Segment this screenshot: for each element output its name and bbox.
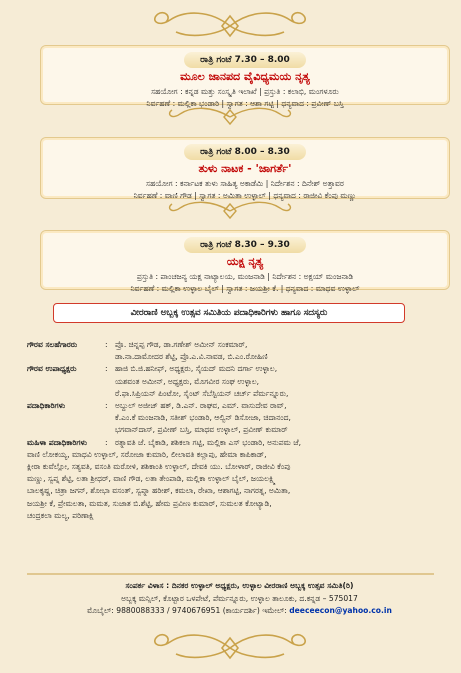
names-line: ಕೆ.ಎಂ.ಕೆ ಮಂಜನಾಡಿ, ಸತೀಶ್ ಭಂಡಾರಿ, ಆಲ್ವಿನ್ ಡಿಸೋಜಾ, ಚಿದಾನಂದ,	[115, 413, 291, 423]
names-line: ರೆ.ಫಾ.ಸಿಪ್ರಿಯನ್ ಪಿಂಟೋ, ಸೈಂಟ್ ಸೆಬೆಸ್ಟಿಯನ್ ಚರ್ಚ್ ಪೆರ್ಮನ್ನೂರು,	[115, 388, 289, 398]
names-line: ರತ್ನಾವತಿ ಜೆ. ಬೈಕಾಡಿ, ಶಶಿಕಲಾ ಗಟ್ಟಿ, ಮಲ್ಲಿಕಾ ಎಸ್ ಭಂಡಾರಿ, ಅನುಪಮ ಜೆ,	[115, 437, 302, 447]
credits-line: ನಿರ್ವಹಣೆ : ವಾಣಿ ಗೌಡ | ಸ್ವಾಗತ : ಅಮಿತಾ ಉಳ್ಳಾಲ್ | ಧನ್ಯವಾದ : ರಾಜೀವಿ ಕೆಂಪು ಮಣ್ಣು	[133, 191, 357, 200]
event-title: ಮೂಲ ಜಾನಪದ ವೈವಿಧ್ಯಮಯ ನೃತ್ಯ	[180, 70, 310, 83]
contact-address-line: ಸಂಪರ್ಕ ವಿಳಾಸ : ದಿನಕರ ಉಳ್ಳಾಲ್ ಅಧ್ಯಕ್ಷರು, ಉಳ್ಳಾಲ ವೀರರಾಣಿ ಅಬ್ಬಕ್ಕ ಉತ್ಸವ ಸಮಿತಿ(ರಿ)	[125, 581, 354, 590]
event-time: ರಾತ್ರಿ ಗಂಟೆ 8.30 – 9.30	[184, 237, 306, 253]
contact-footer	[27, 580, 452, 618]
credits-line: ನಿರ್ವಹಣೆ : ಮಲ್ಲಿಕಾ ಭಂಡಾರಿ | ಸ್ವಾಗತ : ಆಶಾ ಗಟ್ಟಿ | ಧನ್ಯವಾದ : ಪ್ರವೀಣ್ ಬಸ್ತಿ	[146, 99, 344, 108]
names-line: ಜಯಶ್ರೀ ಕೆ, ಪ್ರೇಮಲತಾ, ಮಮತ, ಸುಜಾತ ಬಿ.ಶೆಟ್ಟಿ, ಹೇಮ ಪ್ರವೀಣ ಕುಮಾರ್, ಸುಮಲತ ಕೋಟ್ಯಾಡಿ,	[27, 498, 272, 508]
member-group: ಮಹಿಳಾ ಪದಾಧಿಕಾರಿಗಳು : ರತ್ನಾವತಿ ಜೆ. ಬೈಕಾಡಿ, ಶಶಿಕಲಾ ಗಟ್ಟಿ, ಮಲ್ಲಿಕಾ ಎಸ್ ಭಂಡಾರಿ, ಅನುಪಮ ಜೆ,	[27, 437, 452, 449]
committee-heading: ವೀರರಾಣಿ ಅಬ್ಬಕ್ಕ ಉತ್ಸವ ಸಮಿತಿಯ ಪದಾಧಿಕಾರಿಗಳು ಹಾಗೂ ಸದಸ್ಯರು	[53, 303, 405, 323]
committee-members	[27, 339, 452, 522]
names-line: ಯಶವಂತ ಅಮೀನ್, ಅಧ್ಯಕ್ಷರು, ಮೊಗವೀರ ಸಂಘ ಉಳ್ಳಾಲ,	[115, 376, 260, 386]
divider-ornament	[0, 198, 461, 224]
footer-divider	[0, 568, 461, 580]
member-group: ಗೌರವ ಉಪಾಧ್ಯಕ್ಷರು : ಹಾಜಿ ಬಿ.ಜಿ.ಹನೀಫ್, ಅಧ್ಯಕ್ಷರು, ಸೈಯದ್ ಮದನಿ ದರ್ಗಾ ಉಳ್ಳಾಲ, ಯಶವಂತ ಅಮೀನ್, ಅಧ್ಯಕ್ಷರು, ಮೊಗವೀರ ಸಂಘ ಉಳ್ಳಾಲ, ರೆ.ಫಾ.ಸಿಪ್ರಿಯನ್ ಪಿಂಟೋ, ಸೈಂಟ್ ಸೆಬೆಸ್ಟಿಯನ್ ಚರ್ಚ್ ಪೆರ್ಮನ್ನೂರು,	[27, 363, 452, 400]
event-credits	[41, 271, 449, 295]
member-group-label: ಮಹಿಳಾ ಪದಾಧಿಕಾರಿಗಳು	[27, 437, 87, 447]
member-group-names	[115, 339, 452, 363]
event-card	[40, 137, 450, 199]
event-card	[40, 45, 450, 108]
member-group-label: ಗೌರವ ಉಪಾಧ್ಯಕ್ಷರು	[27, 364, 77, 374]
contact-email[interactable]: deeceecon@yahoo.co.in	[289, 606, 392, 615]
event-title: ತುಳು ನಾಟಕ - 'ಜಾಗರ್ತೆ'	[198, 162, 292, 175]
names-line: ಹಾಜಿ ಬಿ.ಜಿ.ಹನೀಫ್, ಅಧ್ಯಕ್ಷರು, ಸೈಯದ್ ಮದನಿ ದರ್ಗಾ ಉಳ್ಳಾಲ,	[115, 364, 278, 374]
event-time: ರಾತ್ರಿ ಗಂಟೆ 8.00 – 8.30	[184, 144, 306, 160]
event-card	[40, 230, 450, 293]
member-group-names	[115, 400, 452, 437]
member-group: ಪದಾಧಿಕಾರಿಗಳು : ಅಬ್ದುಲ್ ಅಜೀಜ್ ಹಕ್, ಡಿ.ಎನ್. ರಾಘವ, ಎಮ್. ವಾಸುದೇವ ರಾವ್, ಕೆ.ಎಂ.ಕೆ ಮಂಜನಾಡಿ, ಸತೀಶ್ ಭಂಡಾರಿ, ಆಲ್ವಿನ್ ಡಿಸೋಜಾ, ಚಿದಾನಂದ, ಭಗವಾನ್‌ದಾಸ್, ಪ್ರವೀಣ್ ಬಸ್ತಿ, ಮಾಧವ ಉಳ್ಳಾಲ್, ಪ್ರವೀಣ್ ಕುಮಾರ್	[27, 400, 452, 437]
event-time: ರಾತ್ರಿ ಗಂಟೆ 7.30 – 8.00	[184, 52, 306, 68]
member-group-names	[115, 363, 452, 400]
top-ornament	[0, 6, 461, 46]
names-line: ಬಾಲಕೃಷ್ಣ, ಚಿತ್ರಾ ಜಗನ್, ಶೋಭಾ ವಸಂತ್, ಸ್ವಪ್ನಾ ಹರೀಶ್, ಕಮಲಾ, ರೇಖಾ, ಆಶಾಗಟ್ಟಿ, ನಾಗರತ್ನ, ಅಮಿತಾ,	[27, 486, 291, 496]
names-line: ಡಾ.ನಾ.ದಾಮೋದರ ಶೆಟ್ಟಿ, ಪ್ರೊ.ಎ.ವಿ.ನಾವಡ, ಬಿ.ಎಂ.ರೋಹಿಣಿ	[115, 352, 268, 362]
member-group-names	[115, 437, 452, 449]
names-line: ಪ್ರೊ. ಚಿನ್ನಪ್ಪ ಗೌಡ, ಡಾ.ಗಣೇಶ್ ಅಮೀನ್ ಸಂಕಮಾರ್,	[115, 340, 248, 349]
event-title: ಯಕ್ಷ ನೃತ್ಯ	[226, 255, 264, 268]
credits-line: ಸಹಯೋಗ : ಕರ್ನಾಟಕ ತುಳು ಸಾಹಿತ್ಯ ಅಕಾಡೆಮಿ | ನಿರ್ದೇಶನ : ದಿನೇಶ್ ಅತ್ತಾವರ	[146, 179, 344, 188]
credits-line: ಸಹಯೋಗ : ಕನ್ನಡ ಮತ್ತು ಸಂಸ್ಕೃತಿ ಇಲಾಖೆ | ಪ್ರಸ್ತುತಿ : ಕಲಾಭಿ, ಮಂಗಳೂರು	[151, 87, 339, 96]
names-line: ವಾಣಿ ಲೋಕಯ್ಯ, ಮಾಧವಿ ಉಳ್ಳಾಲ್, ಸರೋಜಾ ಕುಮಾರಿ, ಲೀಲಾವತಿ ಕಲ್ಲಾಪು, ಹೇಮಾ ಕಾಪಿಕಾಡ್,	[27, 449, 267, 459]
divider-ornament	[0, 104, 461, 130]
contact-phone-line	[27, 605, 452, 618]
member-group: ಗೌರವ ಸಲಹೆಗಾರರು : ಪ್ರೊ. ಚಿನ್ನಪ್ಪ ಗೌಡ, ಡಾ.ಗಣೇಶ್ ಅಮೀನ್ ಸಂಕಮಾರ್, ಡಾ.ನಾ.ದಾಮೋದರ ಶೆಟ್ಟಿ, ಪ್ರೊ.ಎ.ವಿ.ನಾವಡ, ಬಿ.ಎಂ.ರೋಹಿಣಿ	[27, 339, 452, 363]
credits-line: ಪ್ರಸ್ತುತಿ : ಪಾಂಚಜನ್ಯ ಯಕ್ಷ ನಾಟ್ಯಾಲಯ, ಮಂಜನಾಡಿ | ನಿರ್ದೇಶನ : ಅಕ್ಷಯ್ ಮಂಜನಾಡಿ	[136, 272, 354, 281]
member-group-label: ಗೌರವ ಸಲಹೆಗಾರರು	[27, 340, 78, 349]
contact-address-line: ಅಬ್ಬಕ್ಕ ಮನ್ಸಿಲ್, ಕೊಟ್ಟಾರ ಒಳಪೇಟೆ, ಪೆರ್ಮನ್ನೂರು, ಉಳ್ಳಾಲ ತಾಲೂಕು, ದ.ಕನ್ನಡ – 575017	[121, 593, 358, 603]
names-line: ಕ್ಲೀರಾ ಕುವೆಲ್ಲೋ, ಸತ್ಯವತಿ, ವಸಂತಿ ಮರೋಳಿ, ಶಶಿಕಾಂತಿ ಉಳ್ಳಾಲ್, ದೇವಕಿ ಯು. ಬೋಳಾರ್, ರಾಜೀವಿ ಕೆಂಪು	[27, 462, 291, 472]
contact-phone: ಮೊಬೈಲ್: 9880088333 / 9740676951 (ಕಾರ್ಯದರ್ಶಿ) ಇಮೇಲ್:	[87, 606, 290, 615]
names-line: ಚಂದ್ರಕಲಾ ಮಲ್ಯ, ಪರಿಣಾಕ್ಷಿ	[27, 510, 94, 520]
names-line: ಭಗವಾನ್‌ದಾಸ್, ಪ್ರವೀಣ್ ಬಸ್ತಿ, ಮಾಧವ ಉಳ್ಳಾಲ್, ಪ್ರವೀಣ್ ಕುಮಾರ್	[115, 425, 288, 435]
names-line: ಅಬ್ದುಲ್ ಅಜೀಜ್ ಹಕ್, ಡಿ.ಎನ್. ರಾಘವ, ಎಮ್. ವಾಸುದೇವ ರಾವ್,	[115, 401, 287, 411]
credits-line: ನಿರ್ವಹಣೆ : ಮಲ್ಲಿಕಾ ಉಳ್ಳಾಲ ಬೈಲ್ | ಸ್ವಾಗತ : ಜಯಶ್ರೀ ಕೆ. | ಧನ್ಯವಾದ : ಮಾಧವ ಉಳ್ಳಾಲ್	[130, 284, 360, 293]
member-group-label: ಪದಾಧಿಕಾರಿಗಳು	[27, 401, 66, 411]
names-line: ಮಣ್ಣು, ಸ್ವಪ್ನ ಶೆಟ್ಟಿ, ಲತಾ ಶ್ರೀಧರ್, ವಾಣಿ ಗೌಡ, ಲತಾ ತೇಂಪಾಡಿ, ಮಲ್ಲಿಕಾ ಉಳ್ಳಾಲ್ ಬೈಲ್, ಜಯಲಕ್ಷ್ಮಿ	[27, 474, 276, 484]
bottom-ornament	[0, 628, 461, 668]
